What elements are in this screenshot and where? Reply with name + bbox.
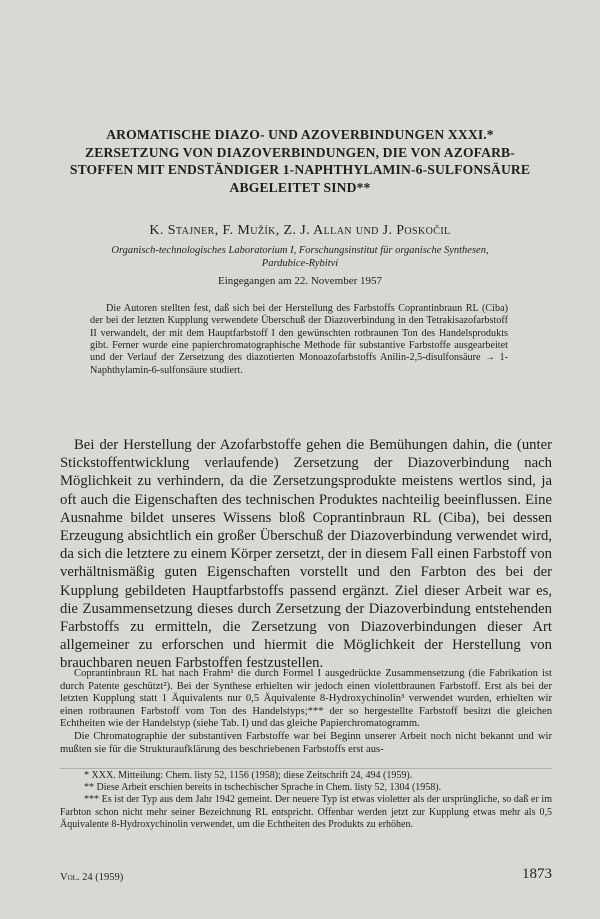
page-number: 1873 [522,866,552,882]
affiliation-line: Pardubice-Rybitví [261,258,339,269]
body-paragraph: Coprantinbraun RL hat nach Frahm¹ die durch Formel I ausgedrückte Zusammensetzung (die Fabrikation ist durch Patente geschützt²). Bei der Synthese erhielten wir jedoch einen violettbraunen Farbstoff. Erst als bei der letzten Kupplung statt 1 Äquivalents nur 0,5 Äquivalente 8-Hydroxychinolin³ verwendet wurden, erhielten wir einen rotbraunen Farbstoff vom Ton des Handelstyps;*** der so hergestellte Farbstoff besitzt die gleichen Echtheiten wie der Handelstyp (siehe Tab. I) und das gleiche Papierchromatogramm. [60,668,552,730]
intro-paragraph: Bei der Herstellung der Azofarbstoffe gehen die Bemühungen dahin, die (unter Stickstoffentwicklung verlaufende) Zersetzung der Diazoverbindung nach Möglichkeit zu verhindern, da die Zersetzungsprodukte meistens wertlos sind, ja oft auch die Eigenschaften des technischen Produktes nachteilig beeinflussen. Eine Ausnahme bildet unseres Wissens bloß Coprantinbraun RL (Ciba), bei dessen Erzeugung absichtlich ein großer Überschuß der Diazoverbindung verwendet wird, da sich die letztere zu einem Körper zersetzt, der in diesem Fall einen Farbstoff von verhältnismäßig guten Eigenschaften vorstellt und den Farbton des bei der Kupplung gebildeten Hauptfarbstoffs passend ergänzt. Ziel dieser Arbeit war es, die Zusammensetzung dieses durch Zersetzung der Diazoverbindung entstehenden Farbstoffs zu ermitteln, die Zersetzung von Diazoverbindungen dieser Art allgemeiner zu erforschen und hiermit die Möglichkeit der Herstellung von brauchbaren neuen Farbstoffen festzustellen. [60,437,552,672]
footnote-divider [60,768,552,769]
body-text [60,668,552,756]
affiliation [50,244,550,270]
body-paragraph: Die Chromatographie der substantiven Farbstoffe war bei Beginn unserer Arbeit noch nicht bekannt und wir mußten sie für die Strukturaufklärung des beschriebenen Farbstoffs erst aus- [60,730,552,755]
title-line: STOFFEN MIT ENDSTÄNDIGER 1-NAPHTHYLAMIN-6-SULFONSÄURE [69,162,531,178]
received-date: Eingegangen am 22. November 1957 [217,275,383,287]
affiliation-line: Organisch-technologisches Laboratorium I, Forschungsinstitut für organische Synthesen, [111,245,489,256]
journal-volume: Vol. 24 (1959) [60,872,124,883]
title-line: ZERSETZUNG VON DIAZOVERBINDUNGEN, DIE VON AZOFARB- [85,144,515,160]
footnotes [60,770,552,831]
footnote: * XXX. Mitteilung: Chem. listy 52, 1156 (1958); diese Zeitschrift 24, 494 (1959). [84,770,413,781]
article-title [40,126,560,196]
title-line: AROMATISCHE DIAZO- UND AZOVERBINDUNGEN XXXI.* [106,127,494,142]
footnote: ** Diese Arbeit erschien bereits in tschechischer Sprache in Chem. listy 52, 1304 (1958). [84,782,442,794]
title-line: ABGELEITET SIND** [229,179,371,195]
abstract: Die Autoren stellten fest, daß sich bei der Herstellung des Farbstoffs Coprantinbraun RL (Ciba) der bei der letzten Kupplung verwendete Überschuß der Diazoverbindung in den Tetrakisazofarbstoff II verwandelt, der mit dem Hauptfarbstoff I den gewünschten rotbraunen Ton des Handelsprodukts gibt. Ferner wurde eine papierchromatographische Methode für substantive Farbstoffe ausgearbeitet und der Verlauf der Zersetzung des diazotierten Monoazofarbstoffs Anilin-2,5-disulfonsäure → 1-Naphthylamin-6-sulfonsäure studiert. [90,303,508,376]
author-list: K. Stajner, F. Mužík, Z. J. Allan und J. Poskočil [149,223,451,238]
footnote: *** Es ist der Typ aus dem Jahr 1942 gemeint. Der neuere Typ ist etwas violetter als der ursprüngliche, so daß er im Farbton schon nicht mehr seiner Bezeichnung RL entspricht. Offenbar werden jetzt zur Kupplung etwas mehr als 0,5 Äquivalente 8-Hydroxychinolin verwendet, um die Echtheiten des Produkts zu erhöhen. [60,794,552,830]
